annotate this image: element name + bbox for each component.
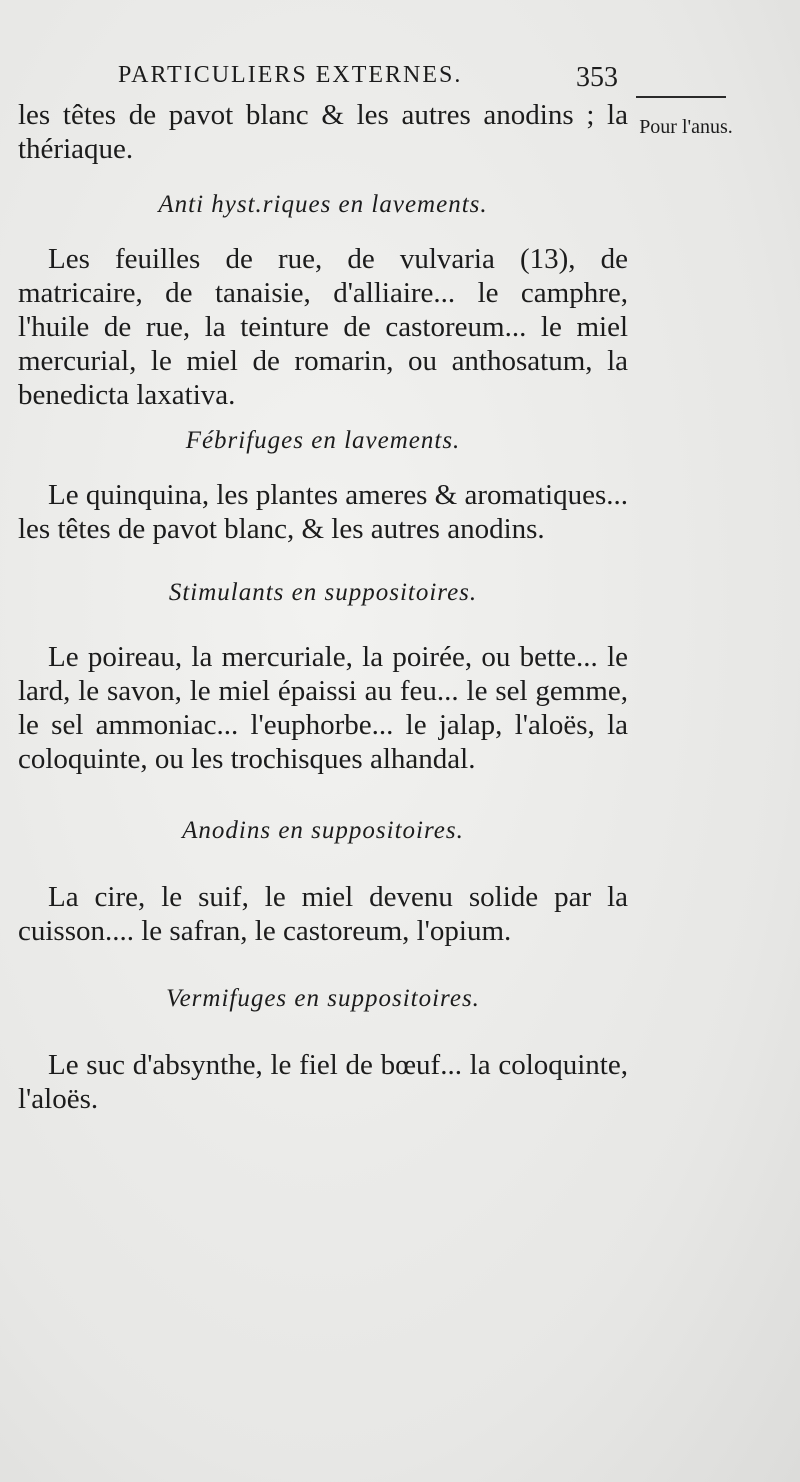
paragraph: Les feuilles de rue, de vulvaria (13), de matricaire, de tanaisie, d'alliaire... le camphre, l'huile de rue, la teinture de castoreum... le miel mercurial, le miel de romarin, ou anthosatum, la benedicta laxativa. bbox=[18, 243, 628, 411]
section-heading: Anodins en suppositoires. bbox=[182, 817, 464, 844]
header-rule bbox=[636, 96, 726, 98]
paragraph: Le poireau, la mercuriale, la poirée, ou bette... le lard, le savon, le miel épaissi au feu... le sel gemme, le sel ammoniac... l'euphorbe... le jalap, l'aloës, la coloquinte, ou les trochisques alhandal. bbox=[18, 641, 628, 775]
paragraph: Le suc d'absynthe, le fiel de bœuf... la coloquinte, l'aloës. bbox=[18, 1049, 628, 1115]
running-title: PARTICULIERS EXTERNES. bbox=[118, 62, 463, 88]
section-heading: Vermifuges en suppositoires. bbox=[166, 985, 480, 1012]
section-heading: Anti hyst.riques en lavements. bbox=[158, 191, 488, 218]
paragraph: les têtes de pavot blanc & les autres anodins ; la thériaque. bbox=[18, 99, 628, 165]
section-heading: Fébrifuges en lavements. bbox=[185, 427, 461, 454]
page-number: 353 bbox=[576, 62, 618, 93]
margin-note: Pour l'anus. bbox=[639, 116, 733, 138]
paragraph: Le quinquina, les plantes ameres & aromatiques... les têtes de pavot blanc, & les autres anodins. bbox=[18, 479, 628, 545]
paragraph: La cire, le suif, le miel devenu solide par la cuisson.... le safran, le castoreum, l'opium. bbox=[18, 881, 628, 947]
body-text bbox=[18, 98, 628, 1116]
section-heading: Stimulants en suppositoires. bbox=[168, 579, 478, 606]
